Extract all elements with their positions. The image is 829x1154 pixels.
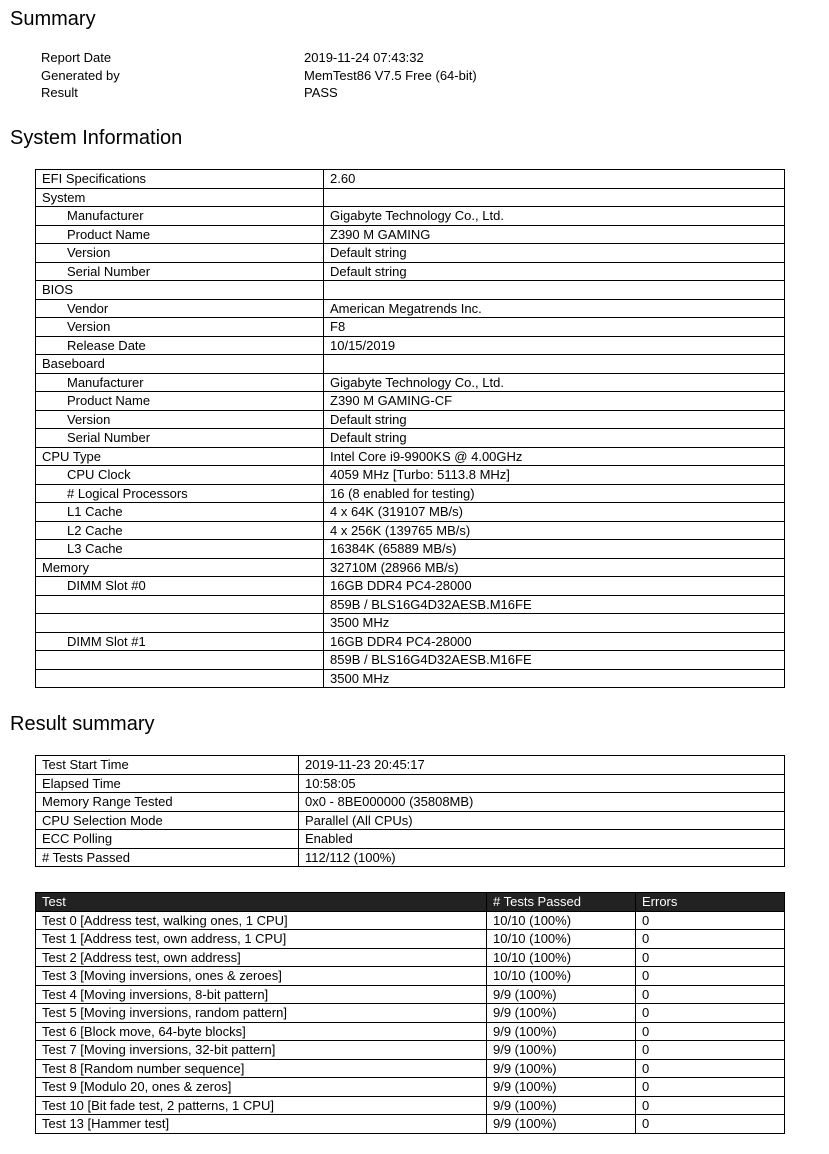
system-info-label: BIOS <box>36 281 324 300</box>
summary-value: PASS <box>304 85 338 100</box>
system-info-row <box>36 503 785 522</box>
test-name-cell: Test 10 [Bit fade test, 2 patterns, 1 CPU] <box>36 1096 487 1115</box>
system-info-value: 4 x 64K (319107 MB/s) <box>324 503 785 522</box>
result-info-label: # Tests Passed <box>36 848 299 867</box>
system-info-label: L1 Cache <box>36 503 324 522</box>
errors-cell: 0 <box>636 1041 785 1060</box>
summary-label: Report Date <box>41 50 112 65</box>
system-info-row <box>36 540 785 559</box>
system-info-label: L3 Cache <box>36 540 324 559</box>
system-info-value <box>324 188 785 207</box>
system-info-value: Default string <box>324 262 785 281</box>
errors-cell: 0 <box>636 1059 785 1078</box>
errors-column-header: Errors <box>636 893 785 912</box>
test-column-header: Test <box>36 893 487 912</box>
system-info-row <box>36 188 785 207</box>
tests-passed-cell: 10/10 (100%) <box>487 948 636 967</box>
system-info-label: Product Name <box>36 392 324 411</box>
system-info-label: DIMM Slot #1 <box>36 632 324 651</box>
system-info-value: 32710M (28966 MB/s) <box>324 558 785 577</box>
system-info-label: # Logical Processors <box>36 484 324 503</box>
system-info-label: Serial Number <box>36 429 324 448</box>
test-row <box>36 985 785 1004</box>
errors-cell: 0 <box>636 948 785 967</box>
system-info-value <box>324 355 785 374</box>
result-info-row <box>36 774 785 793</box>
tests-passed-column-header: # Tests Passed <box>487 893 636 912</box>
result-info-value: Parallel (All CPUs) <box>299 811 785 830</box>
system-info-value: F8 <box>324 318 785 337</box>
result-info-value: Enabled <box>299 830 785 849</box>
system-info-label: CPU Type <box>36 447 324 466</box>
test-row <box>36 948 785 967</box>
test-row <box>36 1059 785 1078</box>
system-info-row <box>36 207 785 226</box>
system-info-label: Release Date <box>36 336 324 355</box>
result-info-label: Elapsed Time <box>36 774 299 793</box>
system-info-label: System <box>36 188 324 207</box>
test-row <box>36 1041 785 1060</box>
system-info-value: Z390 M GAMING-CF <box>324 392 785 411</box>
summary-label: Generated by <box>41 67 120 83</box>
system-info-row <box>36 244 785 263</box>
tests-header-row <box>36 893 785 912</box>
system-info-value: Default string <box>324 429 785 448</box>
result-info-label: ECC Polling <box>36 830 299 849</box>
system-info-row <box>36 355 785 374</box>
system-info-label: L2 Cache <box>36 521 324 540</box>
system-info-row <box>36 318 785 337</box>
system-info-label: Manufacturer <box>36 207 324 226</box>
system-info-value <box>324 281 785 300</box>
test-name-cell: Test 6 [Block move, 64-byte blocks] <box>36 1022 487 1041</box>
result-info-label: Memory Range Tested <box>36 793 299 812</box>
tests-passed-cell: 9/9 (100%) <box>487 1096 636 1115</box>
system-info-label <box>36 595 324 614</box>
system-info-label: Version <box>36 318 324 337</box>
system-info-row <box>36 558 785 577</box>
system-info-value: 16GB DDR4 PC4-28000 <box>324 632 785 651</box>
system-info-row <box>36 521 785 540</box>
system-info-value: Gigabyte Technology Co., Ltd. <box>324 373 785 392</box>
result-info-label: Test Start Time <box>36 756 299 775</box>
system-info-value: Default string <box>324 244 785 263</box>
system-info-row <box>36 447 785 466</box>
result-info-value: 112/112 (100%) <box>299 848 785 867</box>
system-info-row <box>36 170 785 189</box>
system-info-value: 10/15/2019 <box>324 336 785 355</box>
tests-passed-cell: 9/9 (100%) <box>487 1022 636 1041</box>
tests-passed-cell: 9/9 (100%) <box>487 985 636 1004</box>
test-row <box>36 967 785 986</box>
system-information-heading: System Information <box>10 127 183 149</box>
test-name-cell: Test 3 [Moving inversions, ones & zeroes] <box>36 967 487 986</box>
tests-passed-cell: 10/10 (100%) <box>487 911 636 930</box>
system-info-value: Default string <box>324 410 785 429</box>
errors-cell: 0 <box>636 1096 785 1115</box>
result-info-value: 10:58:05 <box>299 774 785 793</box>
errors-cell: 0 <box>636 1115 785 1134</box>
system-info-row <box>36 614 785 633</box>
test-name-cell: Test 9 [Modulo 20, ones & zeros] <box>36 1078 487 1097</box>
errors-cell: 0 <box>636 1004 785 1023</box>
test-row <box>36 911 785 930</box>
errors-cell: 0 <box>636 911 785 930</box>
system-info-label <box>36 669 324 688</box>
system-info-value: 859B / BLS16G4D32AESB.M16FE <box>324 595 785 614</box>
system-info-value: Intel Core i9-9900KS @ 4.00GHz <box>324 447 785 466</box>
system-info-row <box>36 225 785 244</box>
errors-cell: 0 <box>636 1078 785 1097</box>
errors-cell: 0 <box>636 985 785 1004</box>
result-info-table <box>35 755 785 867</box>
system-information-table <box>35 169 785 688</box>
system-info-label: Version <box>36 410 324 429</box>
test-row <box>36 930 785 949</box>
system-info-row <box>36 373 785 392</box>
system-info-row <box>36 577 785 596</box>
summary-heading: Summary <box>10 8 96 30</box>
result-summary-heading: Result summary <box>10 713 155 735</box>
system-info-label: Vendor <box>36 299 324 318</box>
tests-passed-cell: 9/9 (100%) <box>487 1078 636 1097</box>
system-info-label: Serial Number <box>36 262 324 281</box>
result-info-row <box>36 793 785 812</box>
system-info-row <box>36 484 785 503</box>
summary-list <box>41 50 477 103</box>
result-info-label: CPU Selection Mode <box>36 811 299 830</box>
tests-table <box>35 892 785 1134</box>
system-info-row <box>36 299 785 318</box>
system-info-row <box>36 669 785 688</box>
test-row <box>36 1096 785 1115</box>
system-info-value: 16 (8 enabled for testing) <box>324 484 785 503</box>
system-info-label: DIMM Slot #0 <box>36 577 324 596</box>
summary-label: Result <box>41 85 78 100</box>
test-name-cell: Test 8 [Random number sequence] <box>36 1059 487 1078</box>
system-info-row <box>36 410 785 429</box>
result-info-row <box>36 848 785 867</box>
result-info-row <box>36 811 785 830</box>
test-row <box>36 1004 785 1023</box>
system-info-label <box>36 614 324 633</box>
tests-passed-cell: 9/9 (100%) <box>487 1004 636 1023</box>
test-name-cell: Test 0 [Address test, walking ones, 1 CPU] <box>36 911 487 930</box>
system-info-row <box>36 336 785 355</box>
system-info-value: 4059 MHz [Turbo: 5113.8 MHz] <box>324 466 785 485</box>
test-name-cell: Test 1 [Address test, own address, 1 CPU] <box>36 930 487 949</box>
result-info-row <box>36 830 785 849</box>
system-info-value: 2.60 <box>324 170 785 189</box>
summary-value: 2019-11-24 07:43:32 <box>304 50 424 65</box>
system-info-value: 4 x 256K (139765 MB/s) <box>324 521 785 540</box>
system-info-row <box>36 632 785 651</box>
system-info-row <box>36 392 785 411</box>
summary-row <box>41 68 477 86</box>
test-row <box>36 1022 785 1041</box>
system-info-label: EFI Specifications <box>36 170 324 189</box>
tests-passed-cell: 10/10 (100%) <box>487 930 636 949</box>
system-info-value: 859B / BLS16G4D32AESB.M16FE <box>324 651 785 670</box>
test-name-cell: Test 2 [Address test, own address] <box>36 948 487 967</box>
system-info-row <box>36 651 785 670</box>
result-info-value: 2019-11-23 20:45:17 <box>299 756 785 775</box>
tests-passed-cell: 9/9 (100%) <box>487 1041 636 1060</box>
system-info-row <box>36 595 785 614</box>
system-info-row <box>36 466 785 485</box>
system-info-label: Version <box>36 244 324 263</box>
system-info-row <box>36 281 785 300</box>
system-info-label: Manufacturer <box>36 373 324 392</box>
test-name-cell: Test 5 [Moving inversions, random pattern] <box>36 1004 487 1023</box>
test-row <box>36 1078 785 1097</box>
tests-passed-cell: 10/10 (100%) <box>487 967 636 986</box>
system-info-value: 3500 MHz <box>324 614 785 633</box>
system-info-row <box>36 262 785 281</box>
test-name-cell: Test 13 [Hammer test] <box>36 1115 487 1134</box>
system-info-label: Memory <box>36 558 324 577</box>
errors-cell: 0 <box>636 1022 785 1041</box>
system-info-value: 16384K (65889 MB/s) <box>324 540 785 559</box>
summary-row <box>41 85 477 103</box>
summary-row <box>41 50 477 68</box>
system-info-label: Product Name <box>36 225 324 244</box>
system-info-row <box>36 429 785 448</box>
test-name-cell: Test 7 [Moving inversions, 32-bit pattern] <box>36 1041 487 1060</box>
tests-passed-cell: 9/9 (100%) <box>487 1059 636 1078</box>
errors-cell: 0 <box>636 967 785 986</box>
system-info-label: Baseboard <box>36 355 324 374</box>
system-info-label <box>36 651 324 670</box>
system-info-value: American Megatrends Inc. <box>324 299 785 318</box>
system-info-label: CPU Clock <box>36 466 324 485</box>
system-info-value: 16GB DDR4 PC4-28000 <box>324 577 785 596</box>
test-row <box>36 1115 785 1134</box>
test-name-cell: Test 4 [Moving inversions, 8-bit pattern] <box>36 985 487 1004</box>
result-info-value: 0x0 - 8BE000000 (35808MB) <box>299 793 785 812</box>
result-info-row <box>36 756 785 775</box>
errors-cell: 0 <box>636 930 785 949</box>
system-info-value: Gigabyte Technology Co., Ltd. <box>324 207 785 226</box>
tests-passed-cell: 9/9 (100%) <box>487 1115 636 1134</box>
system-info-value: 3500 MHz <box>324 669 785 688</box>
summary-value: MemTest86 V7.5 Free (64-bit) <box>304 67 477 83</box>
system-info-value: Z390 M GAMING <box>324 225 785 244</box>
